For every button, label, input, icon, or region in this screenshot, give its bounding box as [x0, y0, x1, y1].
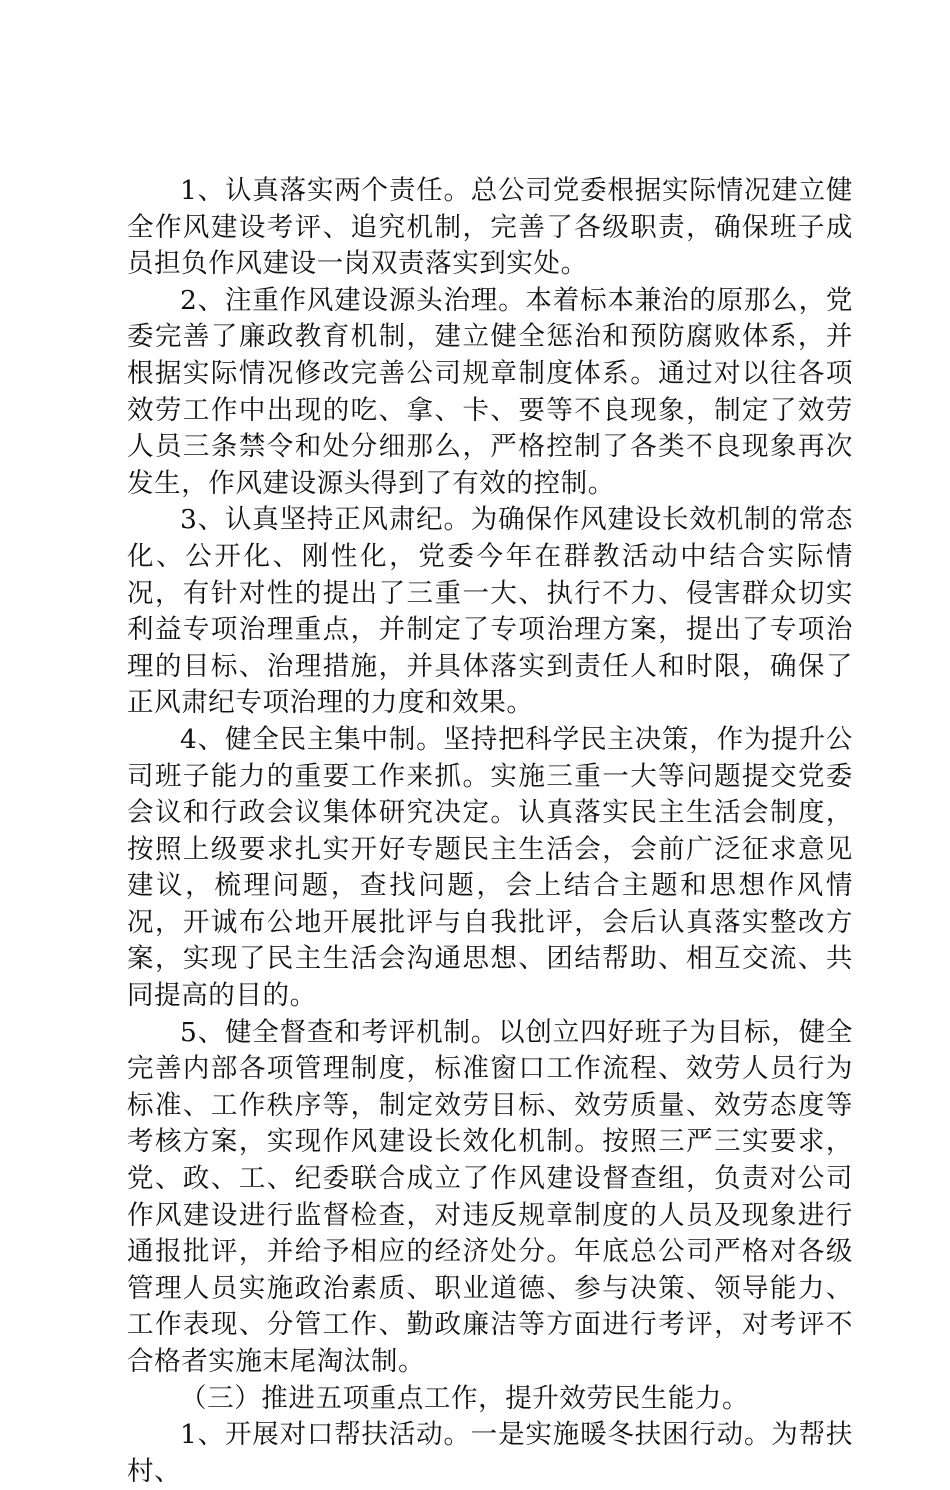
paragraph-5: 5、健全督查和考评机制。以创立四好班子为目标，健全完善内部各项管理制度，标准窗口工作流程、效劳人员行为标准、工作秩序等，制定效劳目标、效劳质量、效劳态度等考核方案，实现作风建设长效化机制。按照三严三实要求，党、政、工、纪委联合成立了作风建设督查组，负责对公司作风建设进行监督检查，对违反规章制度的人员及现象进行通报批评，并给予相应的经济处分。年底总公司严格对各级管理人员实施政治素质、职业道德、参与决策、领导能力、工作表现、分管工作、勤政廉洁等方面进行考评，对考评不合格者实施末尾淘汰制。 [127, 1016, 853, 1377]
paragraph-4: 4、健全民主集中制。坚持把科学民主决策，作为提升公司班子能力的重要工作来抓。实施三重一大等问题提交党委会议和行政会议集体研究决定。认真落实民主生活会制度，按照上级要求扎实开好专题民主生活会，会前广泛征求意见建议，梳理问题，查找问题，会上结合主题和思想作风情况，开诚布公地开展批评与自我批评，会后认真落实整改方案，实现了民主生活会沟通思想、团结帮助、相互交流、共同提高的目的。 [127, 723, 853, 1012]
paragraph-2: 2、注重作风建设源头治理。本着标本兼治的原那么，党委完善了廉政教育机制，建立健全惩治和预防腐败体系，并根据实际情况修改完善公司规章制度体系。通过对以往各项效劳工作中出现的吃、拿、卡、要等不良现象，制定了效劳人员三条禁令和处分细那么，严格控制了各类不良现象再次发生，作风建设源头得到了有效的控制。 [127, 284, 853, 499]
document-body [127, 173, 853, 1490]
paragraph-1: 1、认真落实两个责任。总公司党委根据实际情况建立健全作风建设考评、追究机制，完善了各级职责，确保班子成员担负作风建设一岗双责落实到实处。 [127, 175, 853, 280]
paragraph-7: 1、开展对口帮扶活动。一是实施暖冬扶困行动。为帮扶村、 [127, 1419, 853, 1487]
section-heading: （三）推进五项重点工作，提升效劳民生能力。 [180, 1382, 750, 1414]
paragraph-3: 3、认真坚持正风肃纪。为确保作风建设长效机制的常态化、公开化、刚性化，党委今年在群教活动中结合实际情况，有针对性的提出了三重一大、执行不力、侵害群众切实利益专项治理重点，并制定了专项治理方案，提出了专项治理的目标、治理措施，并具体落实到责任人和时限，确保了正风肃纪专项治理的力度和效果。 [127, 504, 853, 719]
